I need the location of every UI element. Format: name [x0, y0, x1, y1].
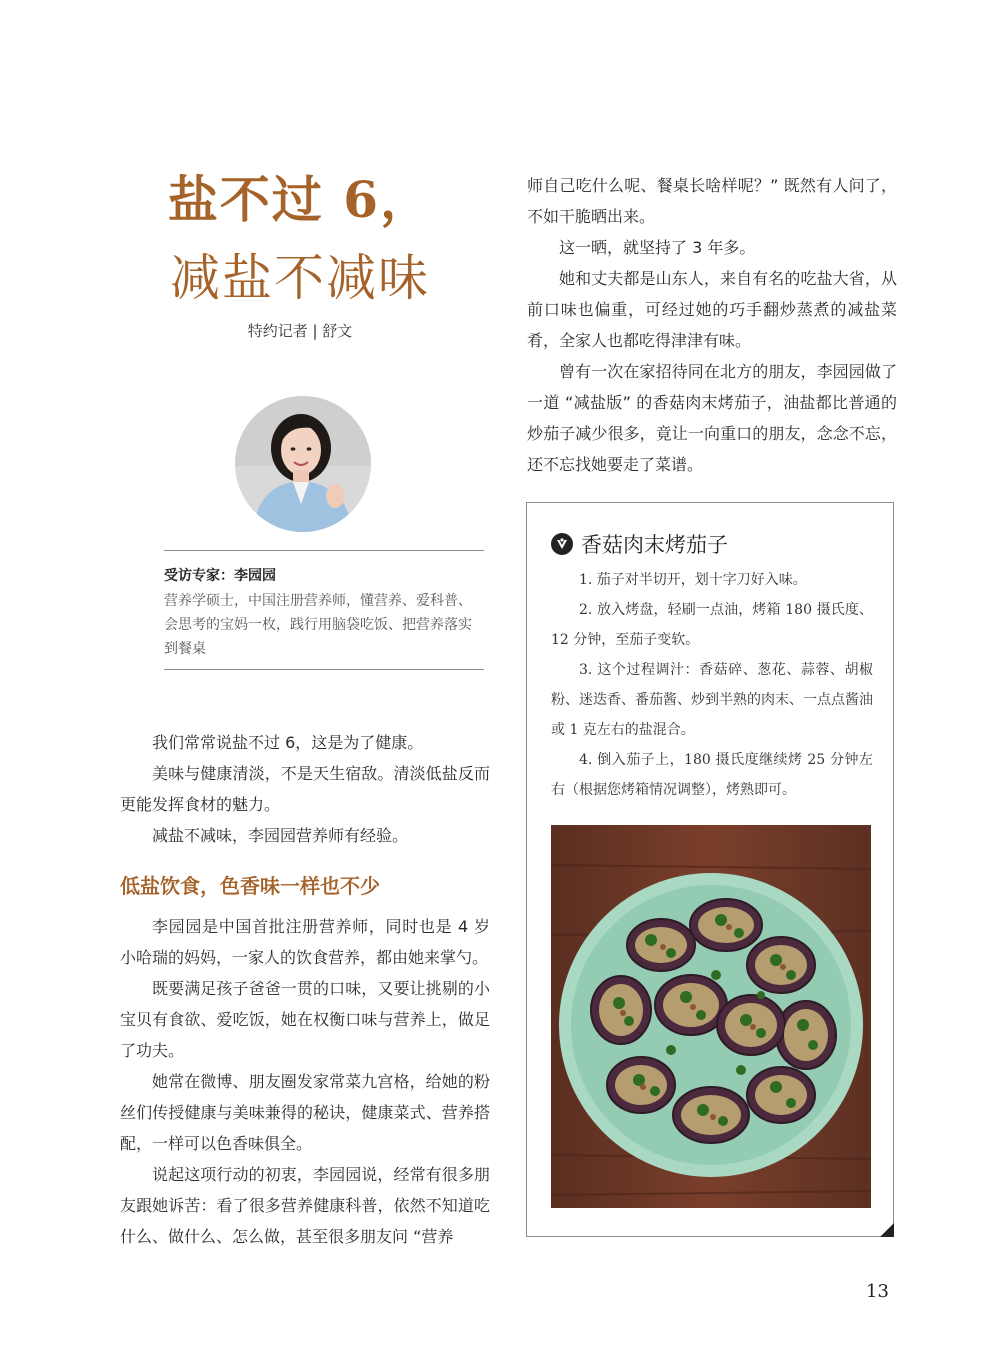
body-column-right — [527, 170, 897, 480]
page-number: 13 — [866, 1281, 889, 1302]
expert-avatar — [235, 396, 371, 532]
recipe-box — [526, 502, 894, 1237]
recipe-step: 4. 倒入茄子上，180 摄氏度继续烤 25 分钟左右（根据您烤箱情况调整），烤熟即可。 — [551, 752, 873, 798]
article-title — [130, 168, 470, 310]
paragraph: 我们常常说盐不过 6，这是为了健康。 — [152, 733, 424, 752]
expert-divider — [164, 669, 484, 670]
paragraph: 师自己吃什么呢、餐桌长啥样呢？” 既然有人问了，不如干脆晒出来。 — [527, 176, 897, 226]
paragraph: 美味与健康清淡，不是天生宿敌。清淡低盐反而更能发挥食材的魅力。 — [120, 764, 490, 814]
title-line-2: 减盐不减味 — [170, 249, 430, 307]
paragraph: 她和丈夫都是山东人，来自有名的吃盐大省，从前口味也偏重，可经过她的巧手翻炒蒸煮的减盐菜肴，全家人也都吃得津津有味。 — [527, 269, 897, 350]
paragraph: 她常在微博、朋友圈发家常菜九宫格，给她的粉丝们传授健康与美味兼得的秘诀，健康菜式、营养搭配，一样可以色香味俱全。 — [120, 1072, 490, 1153]
expert-name: 受访专家：李园园 — [164, 568, 276, 584]
title-line-1: 盐不过 6， — [167, 170, 433, 229]
recipe-header — [551, 529, 728, 559]
paragraph: 曾有一次在家招待同在北方的朋友，李园园做了一道 “减盐版” 的香菇肉末烤茄子，油盐都比普通的炒茄子减少很多，竟让一向重口的朋友，念念不忘，还不忘找她要走了菜谱。 — [527, 362, 897, 474]
recipe-step: 1. 茄子对半切开，划十字刀好入味。 — [579, 572, 807, 588]
expert-description: 营养学硕士，中国注册营养师，懂营养、爱科普、会思考的宝妈一枚，践行用脑袋吃饭、把营养落实到餐桌 — [164, 593, 472, 657]
corner-mark — [880, 1223, 894, 1237]
dish-photo — [551, 825, 871, 1208]
paragraph: 这一晒，就坚持了 3 年多。 — [559, 238, 756, 257]
byline: 特约记者 | 舒文 — [247, 322, 353, 340]
recipe-title: 香菇肉末烤茄子 — [581, 533, 728, 557]
section-heading: 低盐饮食，色香味一样也不少 — [120, 874, 380, 898]
body-column-left — [120, 727, 490, 1252]
expert-info — [164, 550, 484, 661]
v-badge-icon — [551, 533, 573, 555]
paragraph: 李园园是中国首批注册营养师，同时也是 4 岁小哈瑞的妈妈，一家人的饮食营养，都由她来掌勺。 — [120, 917, 490, 967]
recipe-step: 2. 放入烤盘，轻刷一点油，烤箱 180 摄氏度、12 分钟，至茄子变软。 — [551, 602, 873, 648]
recipe-step: 3. 这个过程调汁：香菇碎、葱花、蒜蓉、胡椒粉、迷迭香、番茄酱、炒到半熟的肉末、一点点酱油或 1 克左右的盐混合。 — [551, 662, 873, 738]
paragraph: 说起这项行动的初衷，李园园说，经常有很多朋友跟她诉苦：看了很多营养健康科普，依然不知道吃什么、做什么、怎么做，甚至很多朋友问 “营养 — [120, 1165, 490, 1246]
recipe-steps — [551, 565, 873, 805]
paragraph: 减盐不减味，李园园营养师有经验。 — [152, 826, 409, 845]
paragraph: 既要满足孩子爸爸一贯的口味，又要让挑剔的小宝贝有食欲、爱吃饭，她在权衡口味与营养上，做足了功夫。 — [120, 979, 490, 1060]
